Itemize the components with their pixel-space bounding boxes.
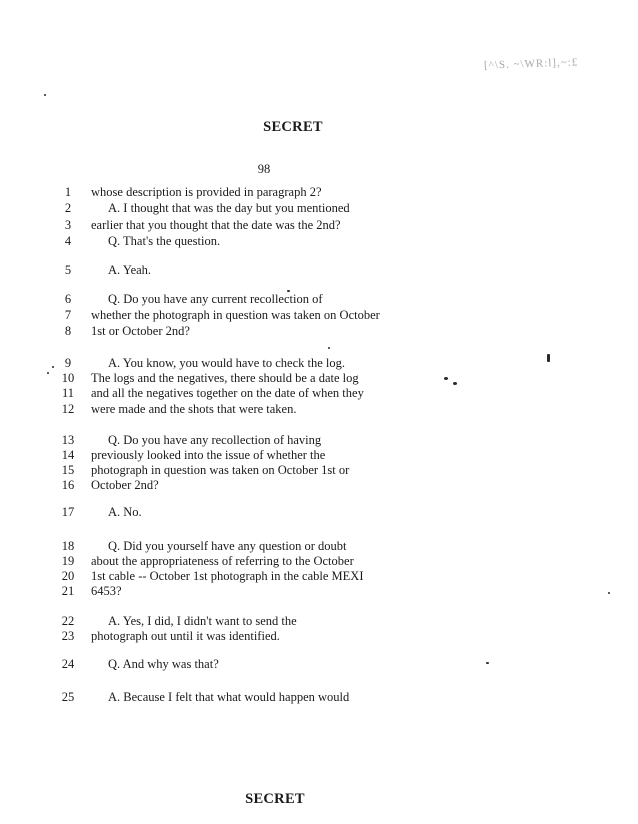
line-text: earlier that you thought that the date was the 2nd? <box>91 218 341 232</box>
line-number: 8 <box>64 324 72 338</box>
line-number: 2 <box>64 201 72 215</box>
scan-speck <box>444 377 448 380</box>
line-number: 19 <box>61 554 75 568</box>
scan-speck <box>47 372 49 374</box>
line-number: 20 <box>61 569 75 583</box>
line-text: whether the photograph in question was taken on October <box>91 308 380 322</box>
line-text: photograph out until it was identified. <box>91 629 280 643</box>
line-text: about the appropriateness of referring to the October <box>91 554 354 568</box>
scan-speck <box>287 290 290 292</box>
page-number: 98 <box>257 162 271 176</box>
scan-speck <box>608 592 610 594</box>
line-number: 22 <box>61 614 75 628</box>
line-number: 7 <box>64 308 72 322</box>
line-number: 10 <box>61 371 75 385</box>
line-text: A. Yeah. <box>108 263 152 277</box>
scan-speck <box>453 382 457 385</box>
line-text: and all the negatives together on the date of when they <box>91 386 364 400</box>
scan-speck <box>52 366 54 368</box>
line-text: Q. Do you have any current recollection of <box>108 292 323 306</box>
line-text: previously looked into the issue of whether the <box>91 448 326 462</box>
footer-classification: SECRET <box>245 791 305 807</box>
line-text: Q. And why was that? <box>108 657 219 671</box>
line-number: 6 <box>64 292 72 306</box>
line-number: 1 <box>64 185 72 199</box>
scan-speck <box>547 354 550 362</box>
line-text: A. I thought that was the day but you mentioned <box>108 201 350 215</box>
line-number: 3 <box>64 218 72 232</box>
line-number: 15 <box>61 463 75 477</box>
line-text: were made and the shots that were taken. <box>91 402 297 416</box>
line-number: 23 <box>61 629 75 643</box>
line-number: 11 <box>61 386 75 400</box>
line-number: 25 <box>61 690 75 704</box>
scan-speck <box>44 94 46 96</box>
line-text: Q. That's the question. <box>108 234 221 248</box>
line-number: 24 <box>61 657 75 671</box>
line-text: whose description is provided in paragraph 2? <box>91 185 322 199</box>
line-number: 16 <box>61 478 75 492</box>
line-number: 17 <box>61 505 75 519</box>
line-text: photograph in question was taken on October 1st or <box>91 463 350 477</box>
line-text: Q. Do you have any recollection of having <box>108 433 322 447</box>
line-text: The logs and the negatives, there should be a date log <box>91 371 359 385</box>
line-number: 13 <box>61 433 75 447</box>
line-number: 5 <box>64 263 72 277</box>
line-text: A. Yes, I did, I didn't want to send the <box>108 614 297 628</box>
line-number: 9 <box>64 356 72 370</box>
line-number: 12 <box>61 402 75 416</box>
line-number: 14 <box>61 448 75 462</box>
header-classification: SECRET <box>263 119 323 135</box>
line-text: 1st cable -- October 1st photograph in the cable MEXI <box>91 569 364 583</box>
line-text: October 2nd? <box>91 478 159 492</box>
line-text: A. Because I felt that what would happen would <box>108 690 350 704</box>
line-text: A. You know, you would have to check the log. <box>108 356 346 370</box>
line-text: 6453? <box>91 584 122 598</box>
scan-speck <box>328 347 330 349</box>
scan-speck <box>486 662 489 664</box>
line-number: 21 <box>61 584 75 598</box>
line-text: 1st or October 2nd? <box>91 324 190 338</box>
line-text: Q. Did you yourself have any question or doubt <box>108 539 347 553</box>
faded-stamp-marking: [^\S. ~\WR:l],~:£ <box>483 56 579 72</box>
line-number: 18 <box>61 539 75 553</box>
line-text: A. No. <box>108 505 142 519</box>
line-number: 4 <box>64 234 72 248</box>
